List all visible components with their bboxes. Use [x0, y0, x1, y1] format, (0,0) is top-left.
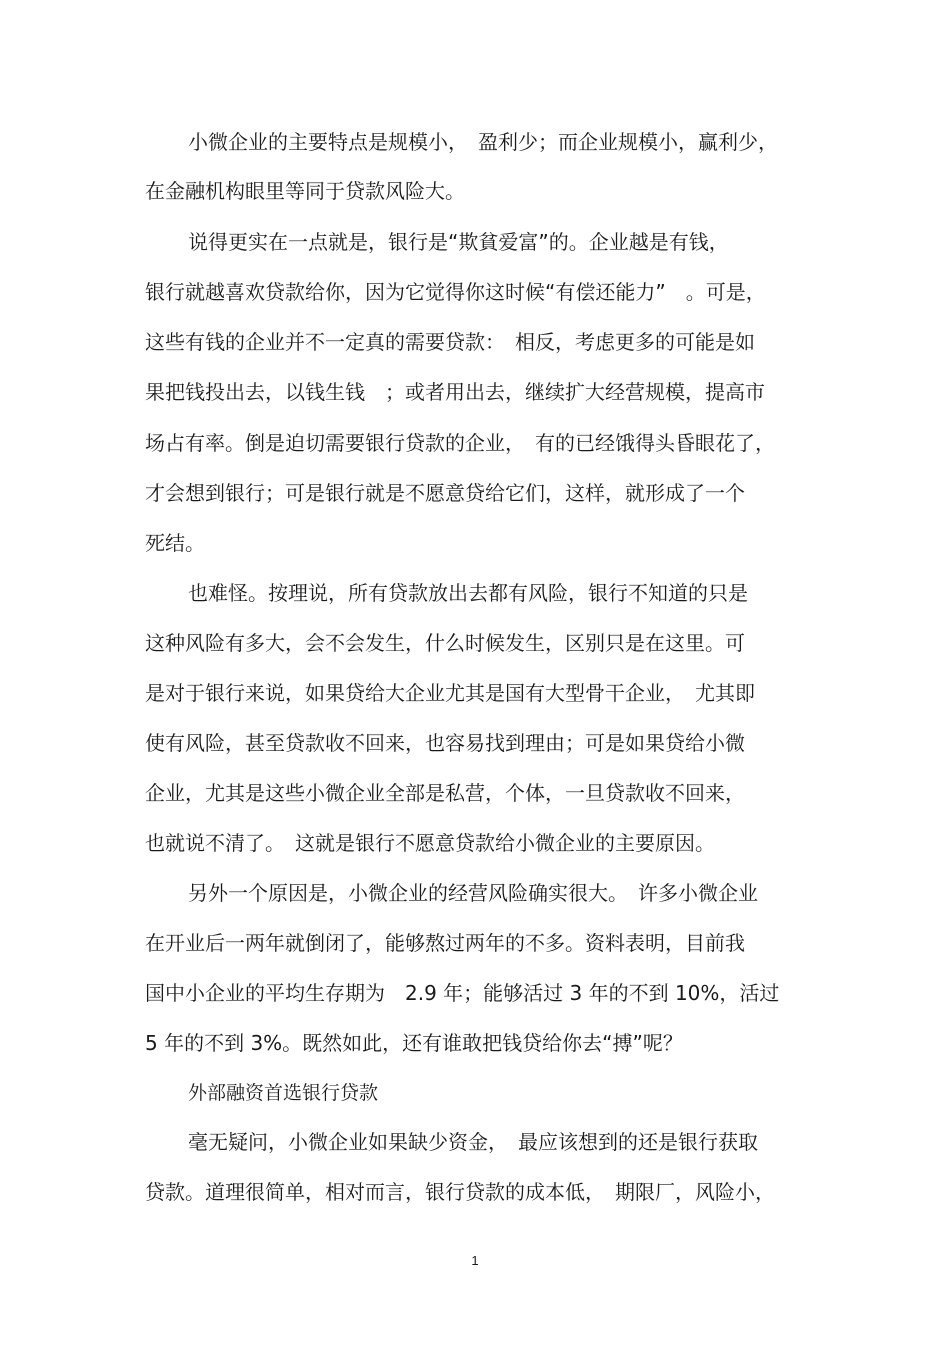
paragraph-1-line-2: 在金融机构眼里等同于贷款风险大。 [145, 179, 465, 203]
paragraph-3-line-4: 使有风险，甚至贷款收不回来，也容易找到理由；可是如果贷给小微 [145, 731, 745, 755]
paragraph-2-line-4: 果把钱投出去，以钱生钱 ；或者用出去，继续扩大经营规模，提高市 [145, 380, 765, 404]
paragraph-3-line-1: 也难怪。按理说，所有贷款放出去都有风险，银行不知道的只是 [188, 581, 748, 605]
paragraph-2-line-3: 这些有钱的企业并不一定真的需要贷款： 相反，考虑更多的可能是如 [145, 330, 755, 354]
paragraph-1-line-1: 小微企业的主要特点是规模小， 盈利少；而企业规模小，赢利少， [188, 130, 778, 154]
paragraph-2-line-7: 死结。 [145, 531, 205, 555]
paragraph-3-line-3: 是对于银行来说，如果贷给大企业尤其是国有大型骨干企业， 尤其即 [145, 681, 755, 705]
paragraph-4-line-3: 国中小企业的平均生存期为 2.9 年；能够活过 3 年的不到 10%，活过 [145, 981, 780, 1005]
paragraph-4-line-2: 在开业后一两年就倒闭了，能够熬过两年的不多。资料表明，目前我 [145, 931, 745, 955]
paragraph-3-line-5: 企业，尤其是这些小微企业全部是私营，个体，一旦贷款收不回来， [145, 781, 745, 805]
paragraph-2-line-6: 才会想到银行；可是银行就是不愿意贷给它们，这样，就形成了一个 [145, 481, 745, 505]
paragraph-4-line-1: 另外一个原因是，小微企业的经营风险确实很大。 许多小微企业 [188, 881, 758, 905]
paragraph-3-line-6: 也就说不清了。 这就是银行不愿意贷款给小微企业的主要原因。 [145, 831, 715, 855]
paragraph-5-line-1: 毫无疑问，小微企业如果缺少资金， 最应该想到的还是银行获取 [188, 1130, 758, 1154]
page-number: 1 [471, 1253, 479, 1268]
paragraph-5-line-2: 贷款。道理很简单，相对而言，银行贷款的成本低， 期限厂，风险小， [145, 1180, 775, 1204]
section-heading: 外部融资首选银行贷款 [188, 1082, 379, 1104]
paragraph-2-line-2: 银行就越喜欢贷款给你，因为它觉得你这时候“有偿还能力” 。可是， [145, 280, 766, 304]
paragraph-4-line-4: 5 年的不到 3%。既然如此，还有谁敢把钱贷给你去“搏”呢？ [145, 1031, 683, 1055]
paragraph-3-line-2: 这种风险有多大，会不会发生，什么时候发生，区别只是在这里。可 [145, 631, 745, 655]
paragraph-2-line-1: 说得更实在一点就是，银行是“欺貧爱富”的。企业越是有钱， [188, 230, 729, 254]
paragraph-2-line-5: 场占有率。倒是迫切需要银行贷款的企业， 有的已经饿得头昏眼花了， [145, 431, 775, 455]
